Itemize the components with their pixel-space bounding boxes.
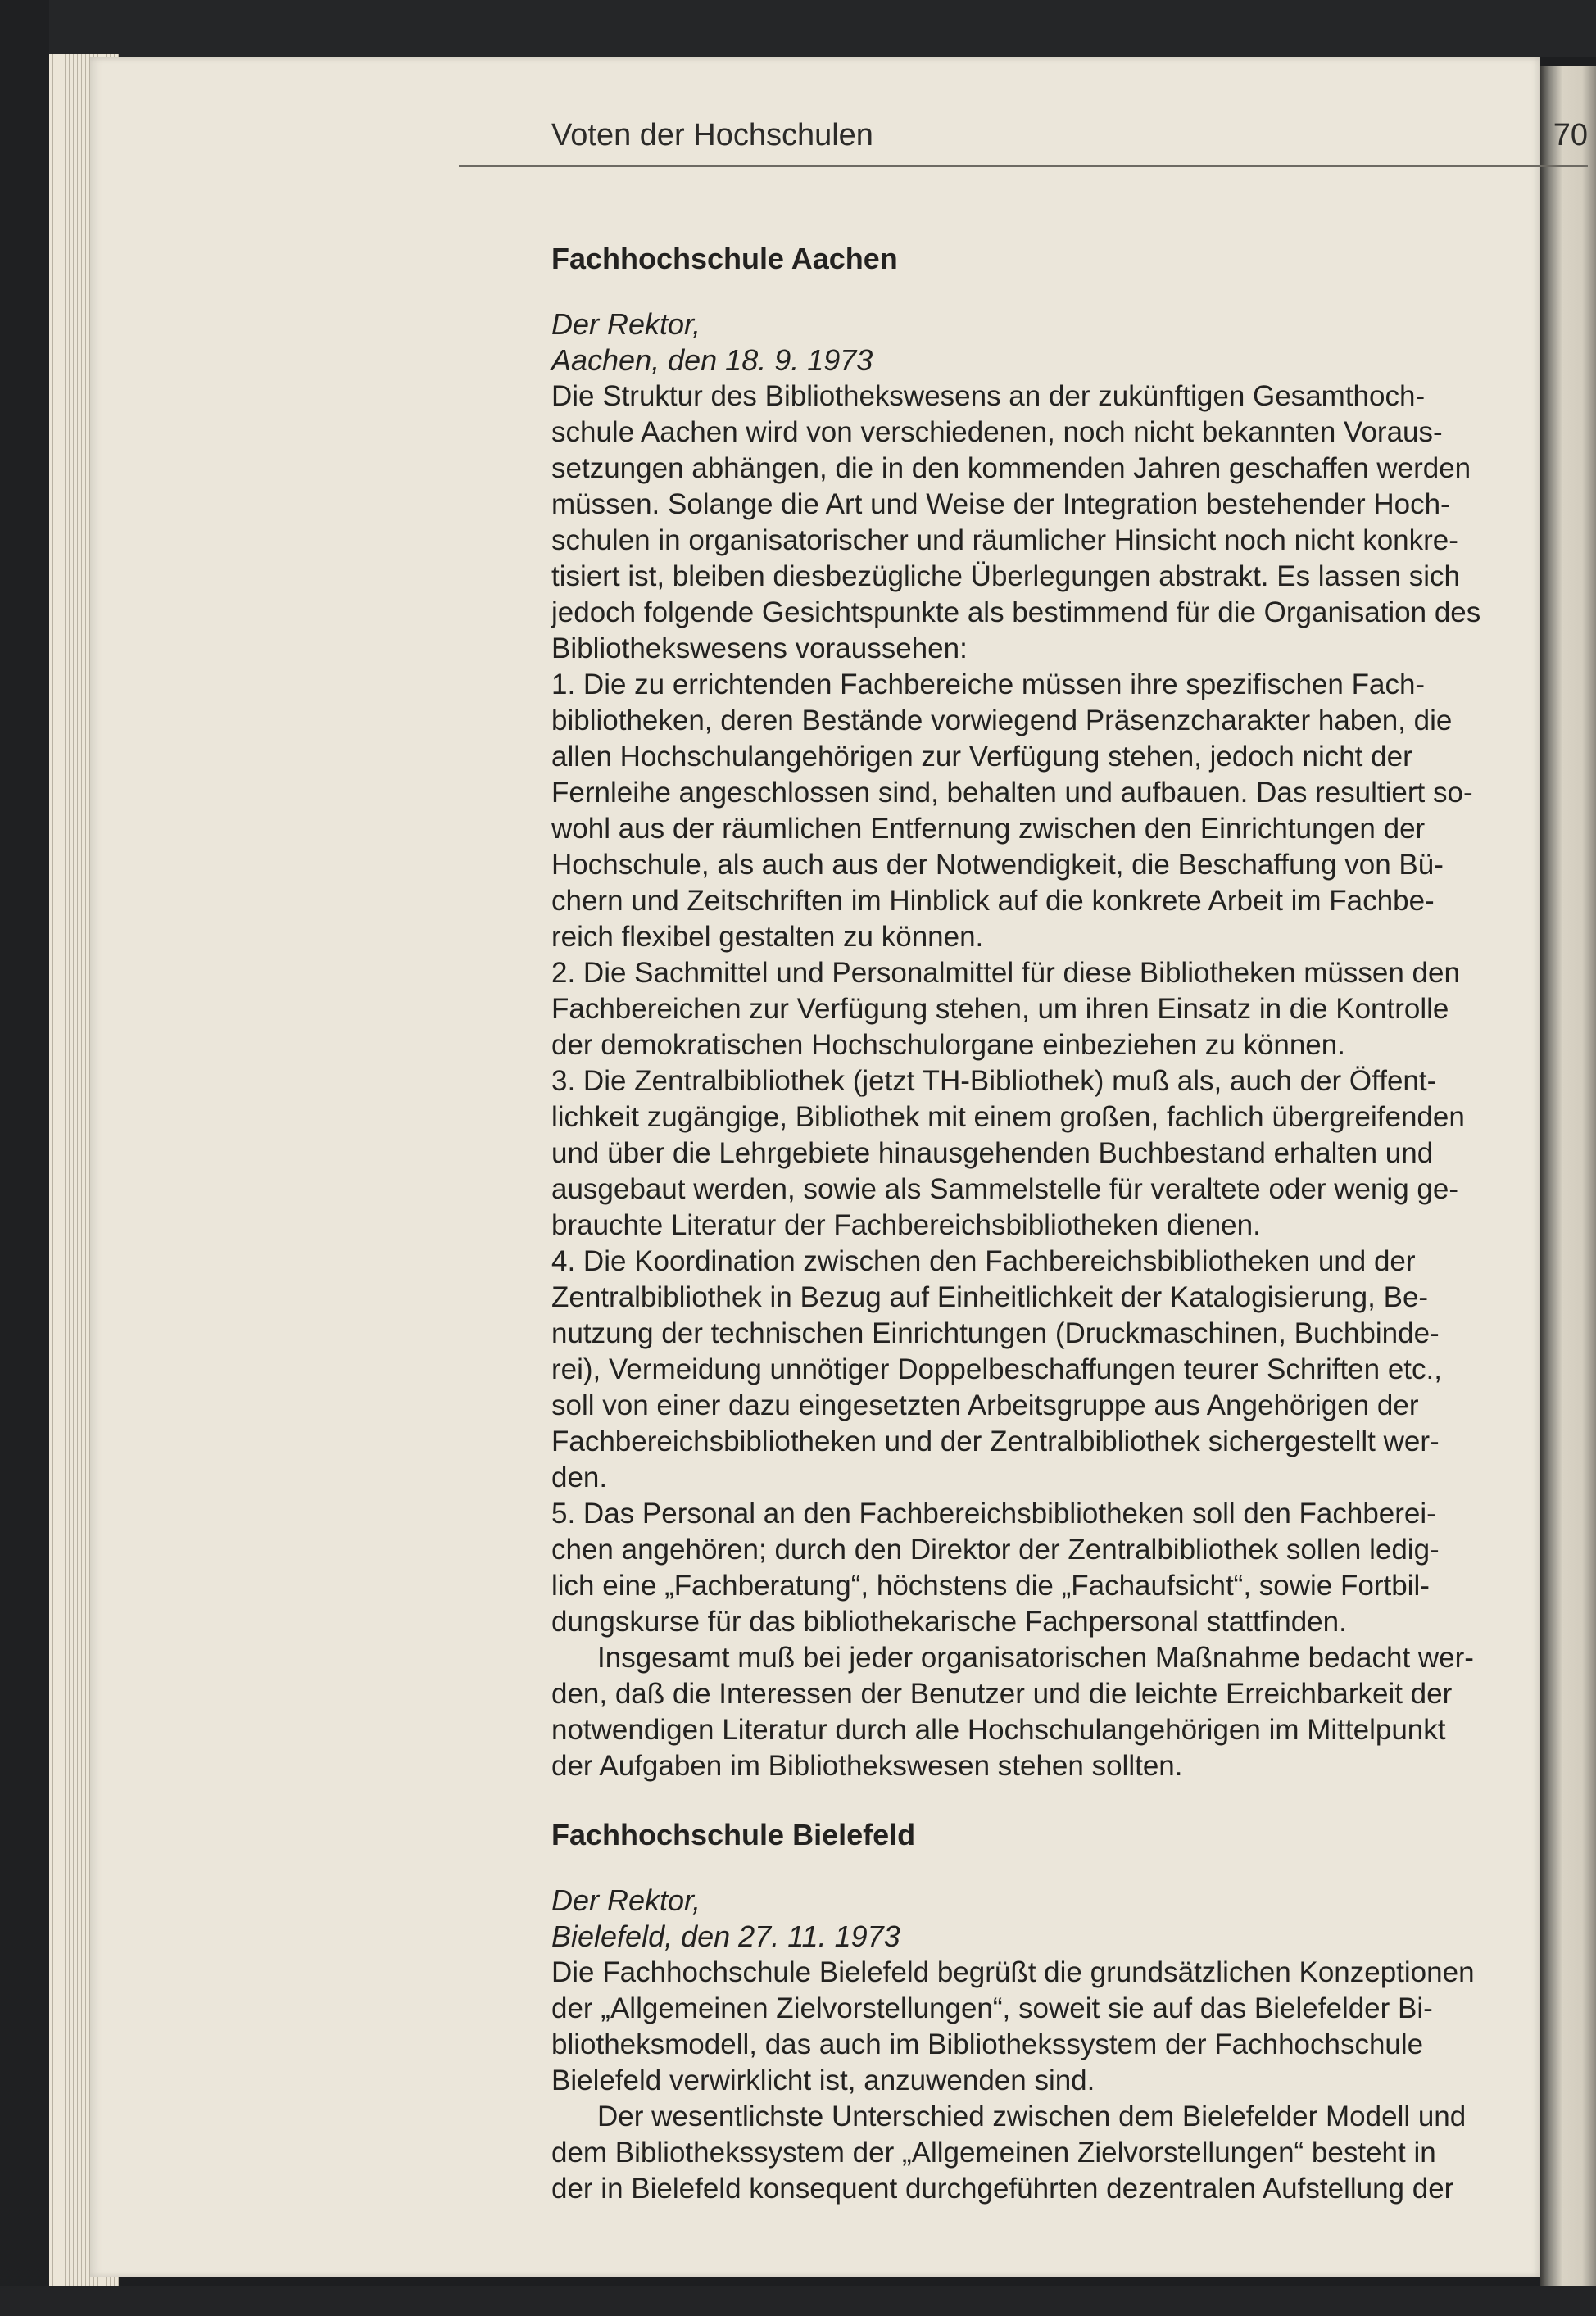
text-line: 2. Die Sachmittel und Personalmittel für diese Bibliotheken müssen den — [551, 957, 1460, 989]
body-paragraph — [551, 378, 1580, 667]
text-line: tisiert ist, bleiben diesbezügliche Überlegungen abstrakt. Es lassen sich — [551, 560, 1460, 592]
running-head-title: Voten der Hochschulen — [551, 118, 873, 152]
book-page — [90, 57, 1588, 2277]
text-line: Bielefeld verwirklicht ist, anzuwenden sind. — [551, 2064, 1095, 2096]
text-line: setzungen abhängen, die in den kommenden Jahren geschaffen werden — [551, 452, 1471, 484]
text-line: jedoch folgende Gesichtspunkte als bestimmend für die Organisation des — [551, 596, 1481, 628]
text-line: Die Fachhochschule Bielefeld begrüßt die grundsätzlichen Konzeptionen — [551, 1956, 1475, 1988]
signature-line: Bielefeld, den 27. 11. 1973 — [551, 1919, 900, 1953]
text-line: 3. Die Zentralbibliothek (jetzt TH-Bibliothek) muß als, auch der Öffent- — [551, 1065, 1437, 1097]
text-line: Der wesentlichste Unterschied zwischen dem Bielefelder Modell und — [597, 2101, 1467, 2132]
text-line: wohl aus der räumlichen Entfernung zwischen den Einrichtungen der — [551, 813, 1426, 845]
text-line: Hochschule, als auch aus der Notwendigkeit, die Beschaffung von Bü- — [551, 849, 1444, 881]
text-line: Insgesamt muß bei jeder organisatorischen Maßnahme bedacht wer- — [597, 1642, 1474, 1674]
text-line: lich eine „Fachberatung“, höchstens die „Fachaufsicht“, sowie Fortbil- — [551, 1570, 1430, 1602]
text-line: der „Allgemeinen Zielvorstellungen“, soweit sie auf das Bielefelder Bi- — [551, 1992, 1433, 2024]
text-line: Fernleihe angeschlossen sind, behalten und aufbauen. Das resultiert so- — [551, 777, 1473, 809]
text-line: schule Aachen wird von verschiedenen, noch nicht bekannten Voraus- — [551, 416, 1443, 448]
text-line: dem Bibliothekssystem der „Allgemeinen Zielvorstellungen“ besteht in — [551, 2137, 1436, 2169]
text-line: der Aufgaben im Bibliothekswesen stehen sollten. — [551, 1750, 1183, 1782]
text-line: 4. Die Koordination zwischen den Fachbereichsbibliotheken und der — [551, 1245, 1416, 1277]
text-line: den. — [551, 1462, 608, 1493]
text-line: lichkeit zugängige, Bibliothek mit einem großen, fachlich übergreifenden — [551, 1101, 1465, 1133]
text-line: der in Bielefeld konsequent durchgeführten dezentralen Aufstellung der — [551, 2173, 1454, 2205]
text-line: bibliotheken, deren Bestände vorwiegend Präsenzcharakter haben, die — [551, 705, 1453, 736]
scanner-background-left — [0, 0, 49, 2316]
signature-block — [551, 1883, 1580, 1955]
text-line: nutzung der technischen Einrichtungen (Druckmaschinen, Buchbinde- — [551, 1317, 1440, 1349]
text-line: chern und Zeitschriften im Hinblick auf die konkrete Arbeit im Fachbe- — [551, 885, 1435, 917]
text-line: dungskurse für das bibliothekarische Fachpersonal stattfinden. — [551, 1606, 1347, 1638]
scanner-background-top — [0, 0, 1596, 57]
body-paragraph — [551, 2099, 1580, 2207]
signature-line: Der Rektor, — [551, 1883, 701, 1917]
signature-line: Der Rektor, — [551, 307, 701, 341]
text-line: Bibliothekswesens voraussehen: — [551, 632, 968, 664]
letter-section — [551, 1817, 1580, 2207]
running-head — [459, 116, 1588, 167]
page-body — [551, 241, 1580, 2207]
text-line: 1. Die zu errichtenden Fachbereiche müssen ihre spezifischen Fach- — [551, 669, 1426, 700]
text-line: schulen in organisatorischer und räumlicher Hinsicht noch nicht konkre- — [551, 524, 1458, 556]
text-line: bliotheksmodell, das auch im Bibliothekssystem der Fachhochschule — [551, 2028, 1424, 2060]
text-line: Fachbereichsbibliotheken und der Zentralbibliothek sichergestellt wer- — [551, 1425, 1440, 1457]
text-line: rei), Vermeidung unnötiger Doppelbeschaffungen teurer Schriften etc., — [551, 1353, 1442, 1385]
text-line: Die Struktur des Bibliothekswesens an der zukünftigen Gesamthoch- — [551, 380, 1426, 412]
body-paragraph — [551, 667, 1580, 955]
text-line: Zentralbibliothek in Bezug auf Einheitlichkeit der Katalogisierung, Be- — [551, 1281, 1429, 1313]
text-line: notwendigen Literatur durch alle Hochschulangehörigen im Mittelpunkt — [551, 1714, 1446, 1746]
text-line: reich flexibel gestalten zu können. — [551, 921, 984, 953]
body-paragraph — [551, 1244, 1580, 1496]
body-paragraph — [551, 1955, 1580, 2099]
text-line: ausgebaut werden, sowie als Sammelstelle für veraltete oder wenig ge- — [551, 1173, 1458, 1205]
text-line: und über die Lehrgebiete hinausgehenden Buchbestand erhalten und — [551, 1137, 1434, 1169]
text-line: soll von einer dazu eingesetzten Arbeitsgruppe aus Angehörigen der — [551, 1389, 1419, 1421]
text-line: Fachbereichen zur Verfügung stehen, um ihren Einsatz in die Kontrolle — [551, 993, 1449, 1025]
body-paragraph — [551, 1496, 1580, 1640]
text-line: 5. Das Personal an den Fachbereichsbibliotheken soll den Fachberei- — [551, 1498, 1436, 1530]
signature-line: Aachen, den 18. 9. 1973 — [551, 343, 873, 377]
body-paragraph — [551, 1063, 1580, 1244]
text-line: den, daß die Interessen der Benutzer und die leichte Erreichbarkeit der — [551, 1678, 1453, 1710]
letter-section — [551, 241, 1580, 1784]
text-line: müssen. Solange die Art und Weise der Integration bestehender Hoch- — [551, 488, 1450, 520]
body-paragraph — [551, 1640, 1580, 1784]
section-heading: Fachhochschule Bielefeld — [551, 1818, 916, 1851]
section-heading: Fachhochschule Aachen — [551, 242, 898, 275]
scanner-background-bottom — [0, 2286, 1596, 2316]
body-paragraph — [551, 955, 1580, 1063]
page-number: 70 — [1553, 118, 1588, 152]
text-line: chen angehören; durch den Direktor der Zentralbibliothek sollen ledig- — [551, 1534, 1440, 1566]
text-line: der demokratischen Hochschulorgane einbeziehen zu können. — [551, 1029, 1345, 1061]
text-line: allen Hochschulangehörigen zur Verfügung stehen, jedoch nicht der — [551, 741, 1412, 773]
text-line: brauchte Literatur der Fachbereichsbibliotheken dienen. — [551, 1209, 1261, 1241]
signature-block — [551, 306, 1580, 378]
